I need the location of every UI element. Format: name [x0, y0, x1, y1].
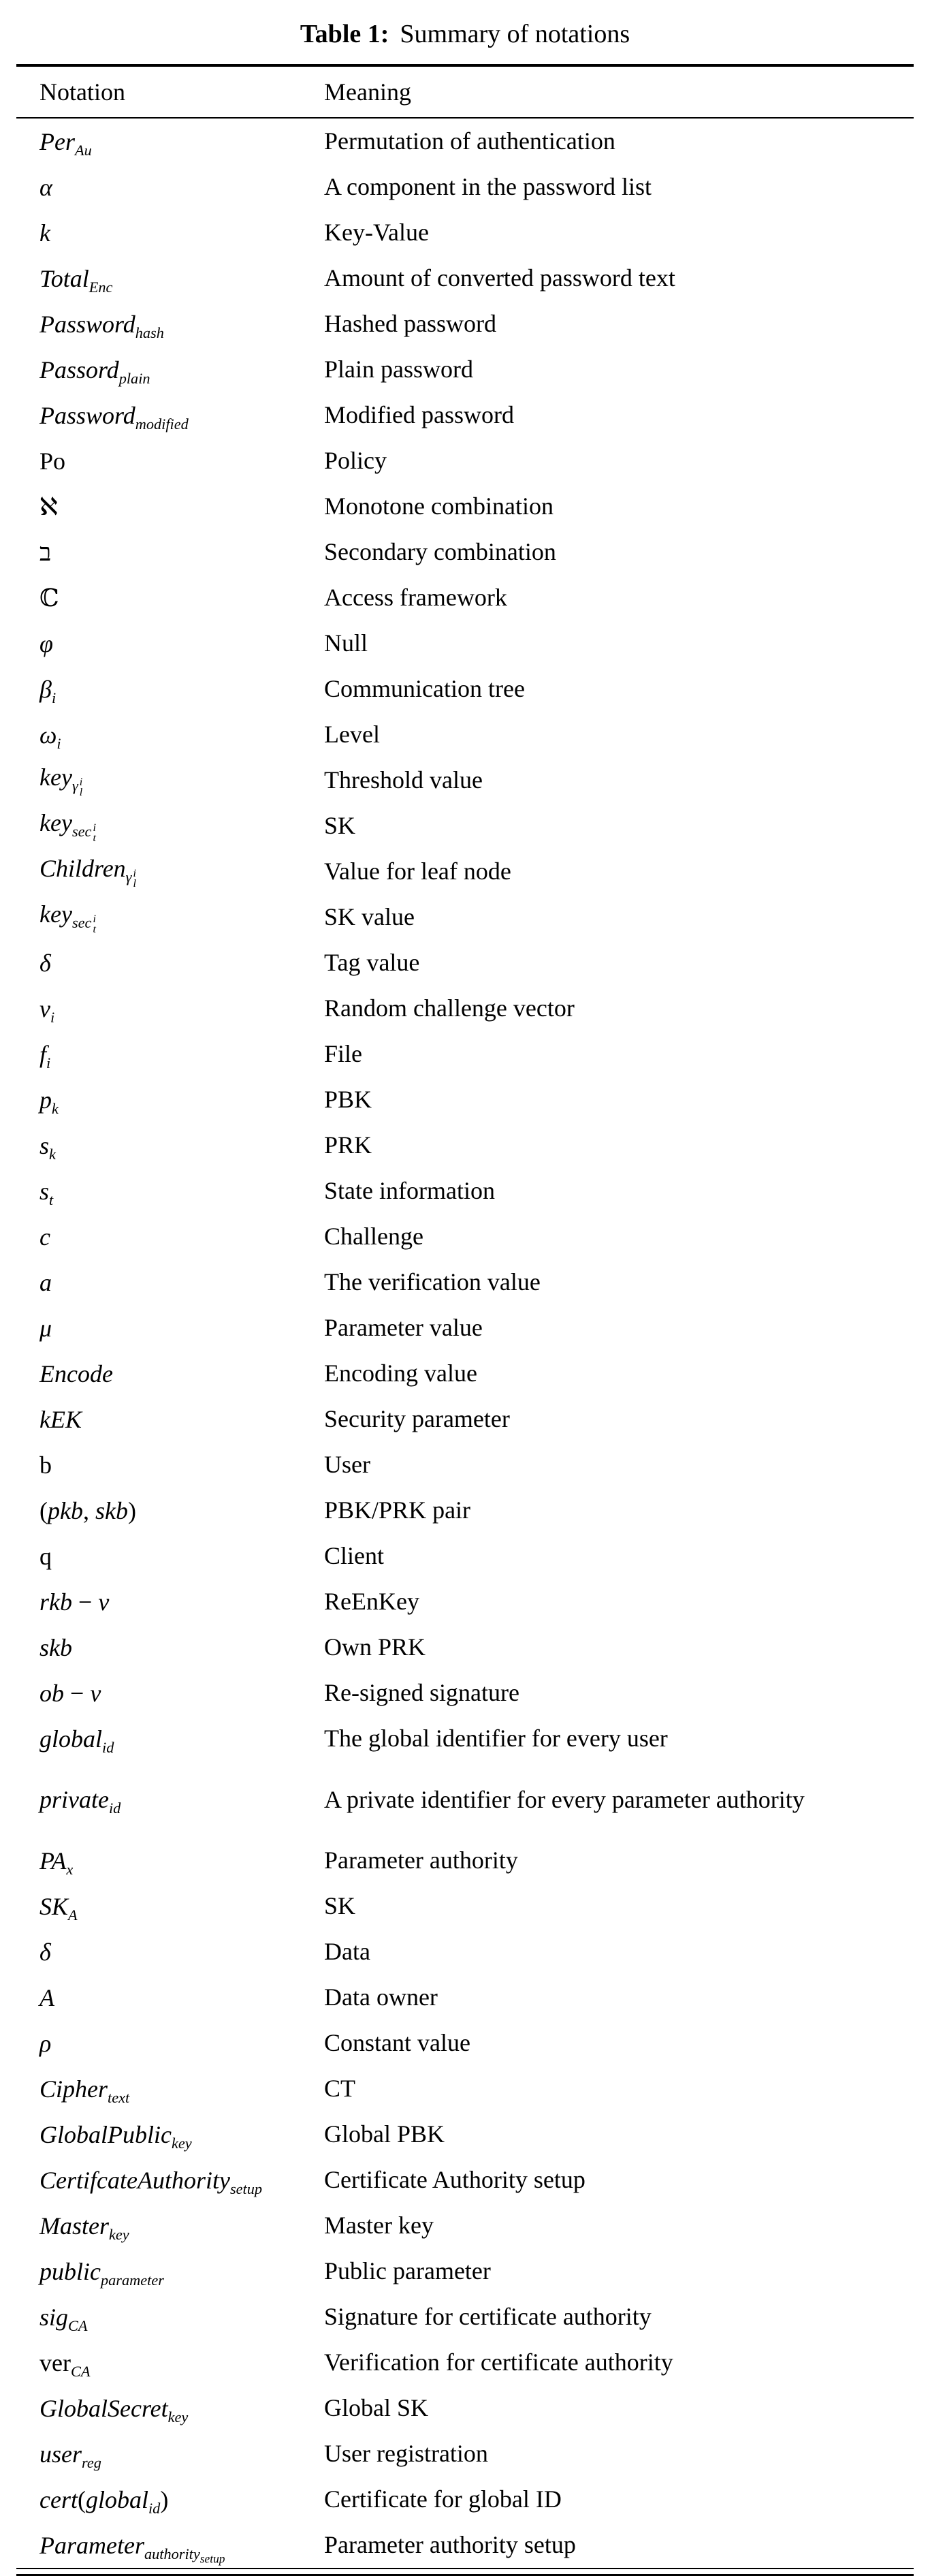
- table-row: [16, 529, 914, 575]
- notation-cell: a: [39, 1268, 52, 1296]
- notation-cell: $SK_A$: [39, 1892, 78, 1923]
- table-row: [16, 1929, 914, 1975]
- notation-cell: private$_{id}$: [39, 1786, 121, 1817]
- column-header-meaning: Meaning: [324, 78, 411, 106]
- notation-cell: key$_{sec i t}$: [39, 900, 96, 936]
- table-row: [16, 712, 914, 757]
- table-row: [16, 1670, 914, 1716]
- meaning-cell: Security parameter: [324, 1405, 510, 1432]
- notation-cell: b: [39, 1451, 52, 1479]
- notation-cell: ob − v: [39, 1679, 101, 1707]
- notation-cell: kEK: [39, 1405, 82, 1433]
- table-row: [16, 2157, 914, 2203]
- meaning-cell: PBK/PRK pair: [324, 1496, 471, 1524]
- notation-cell: ver$_{CA}$: [39, 2349, 91, 2380]
- meaning-cell: State information: [324, 1177, 495, 1204]
- notation-cell: $s_t$: [39, 1177, 54, 1208]
- notation-cell: Parameter$_{authority_{setup}}$: [39, 2531, 225, 2566]
- meaning-cell: Certificate Authority setup: [324, 2166, 586, 2193]
- notation-cell: $v_i$: [39, 994, 55, 1026]
- meaning-cell: The global identifier for every user: [324, 1725, 668, 1752]
- table-row: [16, 894, 914, 940]
- meaning-cell: SK value: [324, 903, 415, 930]
- meaning-cell: Global SK: [324, 2394, 428, 2421]
- meaning-cell: Encoding value: [324, 1360, 477, 1387]
- table-row: [16, 849, 914, 894]
- notation-cell: Password$_{hash}$: [39, 310, 164, 341]
- table-row: [16, 2477, 914, 2522]
- table-row: [16, 210, 914, 255]
- meaning-cell: ReEnKey: [324, 1588, 419, 1615]
- meaning-cell: User: [324, 1451, 370, 1478]
- table-row: [16, 2340, 914, 2385]
- table-row: [16, 1975, 914, 2020]
- table-row: [16, 1214, 914, 1259]
- table-caption: [0, 0, 930, 64]
- meaning-cell: Random challenge vector: [324, 994, 575, 1022]
- table-row: [16, 1305, 914, 1351]
- notation-cell: $p_k$: [39, 1086, 59, 1117]
- notation-cell: Passord$_{plain}$: [39, 356, 150, 387]
- meaning-cell: Monotone combination: [324, 492, 554, 520]
- meaning-cell: A private identifier for every parameter authority: [324, 1785, 805, 1813]
- table-row: [16, 2294, 914, 2340]
- table-row: [16, 621, 914, 666]
- table-row: [16, 1259, 914, 1305]
- table-row: [16, 1761, 914, 1838]
- notation-cell: $\omega_i$: [39, 721, 61, 752]
- meaning-cell: A component in the password list: [324, 173, 652, 200]
- table-row: [16, 803, 914, 849]
- notation-cell: δ: [39, 1938, 51, 1966]
- meaning-cell: SK: [324, 1892, 356, 1919]
- table-row: [16, 940, 914, 986]
- notation-cell: A: [39, 1983, 54, 2011]
- meaning-cell: Data owner: [324, 1983, 438, 2011]
- notation-cell: α: [39, 173, 52, 201]
- meaning-cell: Plain password: [324, 356, 473, 383]
- table-row: [16, 347, 914, 392]
- meaning-cell: Master key: [324, 2212, 434, 2239]
- table-row: [16, 1122, 914, 1168]
- meaning-cell: Tag value: [324, 949, 420, 976]
- table-row: [16, 1168, 914, 1214]
- table-row: [16, 575, 914, 621]
- notation-cell: skb: [39, 1633, 72, 1661]
- table-row: [16, 1031, 914, 1077]
- table-row: [16, 757, 914, 803]
- notation-cell: ρ: [39, 2029, 52, 2057]
- table-row: [16, 1624, 914, 1670]
- column-header-notation: Notation: [39, 78, 125, 106]
- meaning-cell: User registration: [324, 2440, 488, 2467]
- notation-cell: global$_{id}$: [39, 1725, 114, 1756]
- table-row: [16, 2111, 914, 2157]
- notation-cell: $f_i$: [39, 1040, 51, 1071]
- table-row: [16, 1077, 914, 1122]
- notation-cell: Children$_{\gamma i l}$: [39, 854, 136, 890]
- notation-cell: GlobalPublic$_{key}$: [39, 2120, 192, 2152]
- meaning-cell: Public parameter: [324, 2257, 491, 2284]
- notation-cell: sig$_{CA}$: [39, 2303, 88, 2334]
- meaning-cell: Data: [324, 1938, 370, 1965]
- table-row: [16, 1442, 914, 1488]
- notation-cell: Cipher$_{text}$: [39, 2075, 130, 2106]
- meaning-cell: Policy: [324, 447, 387, 474]
- notation-cell: $\beta_i$: [39, 675, 57, 706]
- notation-cell: φ: [39, 629, 53, 657]
- meaning-cell: PBK: [324, 1086, 372, 1113]
- notation-cell: rkb − v: [39, 1588, 110, 1616]
- table-row: [16, 255, 914, 301]
- meaning-cell: File: [324, 1040, 363, 1067]
- notation-cell: ℂ: [39, 584, 59, 612]
- table-row: [16, 1488, 914, 1533]
- table-row: [16, 392, 914, 438]
- meaning-cell: Signature for certificate authority: [324, 2303, 652, 2330]
- table-row: [16, 1838, 914, 1883]
- table-row: [16, 484, 914, 529]
- meaning-cell: Parameter authority setup: [324, 2531, 576, 2558]
- notation-cell: Po: [39, 447, 66, 475]
- meaning-cell: Parameter value: [324, 1314, 483, 1341]
- meaning-cell: Amount of converted password text: [324, 264, 675, 292]
- notation-cell: Password$_{modified}$: [39, 401, 189, 433]
- notation-cell: μ: [39, 1314, 52, 1342]
- notation-cell: $s_k$: [39, 1131, 56, 1163]
- meaning-cell: Permutation of authentication: [324, 127, 615, 155]
- meaning-cell: Level: [324, 721, 380, 748]
- table-row: [16, 986, 914, 1031]
- meaning-cell: Parameter authority: [324, 1847, 518, 1874]
- meaning-cell: Verification for certificate authority: [324, 2349, 673, 2376]
- meaning-cell: Secondary combination: [324, 538, 556, 565]
- meaning-cell: SK: [324, 812, 356, 839]
- notation-cell: c: [39, 1223, 50, 1251]
- meaning-cell: Null: [324, 629, 368, 657]
- meaning-cell: Modified password: [324, 401, 514, 428]
- notation-cell: δ: [39, 949, 51, 977]
- meaning-cell: Constant value: [324, 2029, 470, 2056]
- table-header-row: [16, 67, 914, 119]
- meaning-cell: Communication tree: [324, 675, 525, 702]
- notation-cell: Per$_{Au}$: [39, 127, 92, 159]
- table-bottom-rule: [16, 2568, 914, 2576]
- table-body: [16, 119, 914, 2568]
- table-row: [16, 164, 914, 210]
- table-row: [16, 301, 914, 347]
- notation-cell: CertifcateAuthority$_{setup}$: [39, 2166, 263, 2197]
- table-caption-text: Summary of notations: [400, 20, 630, 48]
- table-row: [16, 2522, 914, 2568]
- table-caption-label: Table 1:: [300, 20, 389, 48]
- table-row: [16, 1883, 914, 1929]
- meaning-cell: PRK: [324, 1131, 372, 1159]
- meaning-cell: The verification value: [324, 1268, 541, 1295]
- table-row: [16, 2431, 914, 2477]
- notation-cell: q: [39, 1542, 52, 1570]
- meaning-cell: Global PBK: [324, 2120, 445, 2148]
- table-row: [16, 1716, 914, 1761]
- meaning-cell: CT: [324, 2075, 356, 2102]
- notation-table: [16, 64, 914, 2576]
- meaning-cell: Key-Value: [324, 219, 429, 246]
- table-row: [16, 2203, 914, 2248]
- notation-cell: Encode: [39, 1360, 113, 1387]
- notation-cell: ב: [39, 538, 52, 566]
- notation-cell: ℵ: [39, 492, 58, 520]
- table-row: [16, 119, 914, 164]
- notation-cell: cert(global$_{id}$): [39, 2485, 169, 2517]
- notation-cell: GlobalSecret$_{key}$: [39, 2394, 189, 2425]
- meaning-cell: Re-signed signature: [324, 1679, 519, 1706]
- notation-cell: (pkb, skb): [39, 1496, 136, 1524]
- meaning-cell: Challenge: [324, 1223, 423, 1250]
- table-row: [16, 438, 914, 484]
- notation-cell: k: [39, 219, 50, 247]
- meaning-cell: Certificate for global ID: [324, 2485, 562, 2513]
- table-row: [16, 2385, 914, 2431]
- table-row: [16, 2248, 914, 2294]
- meaning-cell: Client: [324, 1542, 384, 1569]
- table-row: [16, 1396, 914, 1442]
- notation-cell: key$_{\gamma i l}$: [39, 763, 83, 799]
- meaning-cell: Access framework: [324, 584, 507, 611]
- notation-cell: user$_{reg}$: [39, 2440, 101, 2471]
- notation-cell: Total$_{Enc}$: [39, 264, 113, 296]
- table-row: [16, 1351, 914, 1396]
- notation-cell: $PA_x$: [39, 1847, 74, 1878]
- table-row: [16, 2066, 914, 2111]
- table-row: [16, 1533, 914, 1579]
- table-row: [16, 2020, 914, 2066]
- meaning-cell: Own PRK: [324, 1633, 426, 1661]
- table-row: [16, 1579, 914, 1624]
- notation-cell: Master$_{key}$: [39, 2212, 129, 2243]
- meaning-cell: Threshold value: [324, 766, 483, 794]
- notation-cell: key$_{sec i t}$: [39, 808, 96, 845]
- table-row: [16, 666, 914, 712]
- meaning-cell: Hashed password: [324, 310, 496, 337]
- notation-cell: public$_{parameter}$: [39, 2257, 164, 2289]
- meaning-cell: Value for leaf node: [324, 858, 511, 885]
